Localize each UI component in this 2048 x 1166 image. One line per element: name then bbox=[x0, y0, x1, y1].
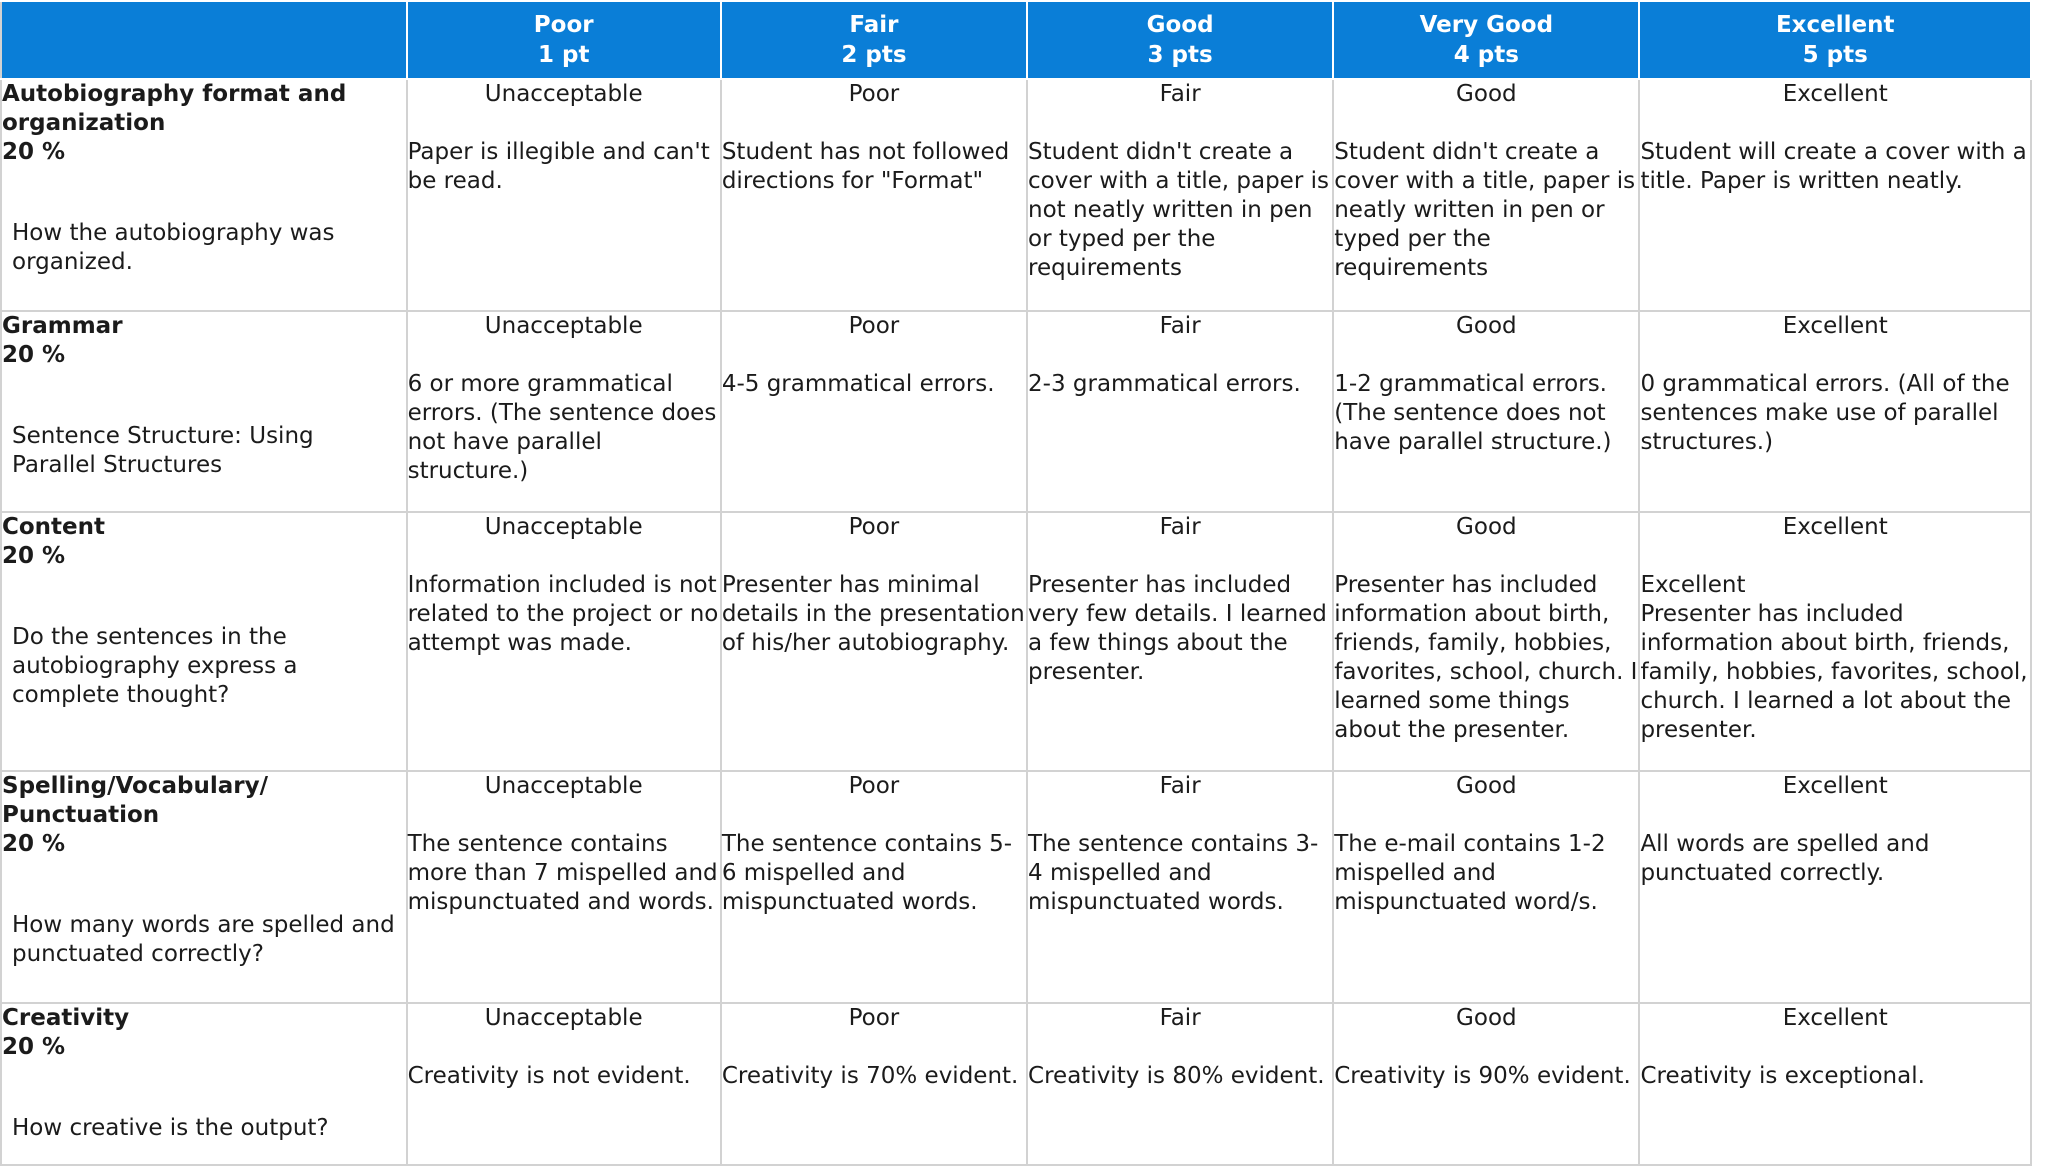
criterion-weight: 20 % bbox=[2, 1034, 66, 1060]
rating-label: Excellent bbox=[1782, 313, 1888, 339]
criterion-cell bbox=[1, 79, 407, 311]
rating-description: The e-mail contains 1-2 mispelled and mispunctuated word/s. bbox=[1334, 831, 1606, 915]
header-col-good bbox=[1027, 1, 1333, 79]
rating-label: Poor bbox=[848, 1005, 900, 1031]
rating-description: The sentence contains 5-6 mispelled and mispunctuated words. bbox=[721, 831, 1013, 915]
rating-label: Poor bbox=[848, 313, 900, 339]
rating-description: Presenter has included very few details. I learned a few things about the presenter. bbox=[1028, 572, 1327, 685]
score-cell bbox=[407, 771, 721, 1003]
rating-description: Creativity is 70% evident. bbox=[721, 1063, 1019, 1089]
rating-description: Paper is illegible and can't be read. bbox=[407, 139, 710, 194]
score-cell bbox=[1639, 771, 2031, 1003]
rating-label: Good bbox=[1456, 773, 1517, 799]
score-cell bbox=[1639, 79, 2031, 311]
criterion-name: Creativity bbox=[2, 1005, 130, 1031]
score-cell bbox=[407, 512, 721, 771]
rating-description: 0 grammatical errors. (All of the sentences make use of parallel structures.) bbox=[1640, 371, 2010, 455]
rating-label: Good bbox=[1456, 514, 1517, 540]
criterion-weight: 20 % bbox=[2, 342, 66, 368]
rating-description: Creativity is 80% evident. bbox=[1028, 1063, 1325, 1089]
score-cell bbox=[407, 1003, 721, 1165]
rating-label: Fair bbox=[1159, 514, 1201, 540]
criterion-weight: 20 % bbox=[2, 831, 66, 857]
rating-label: Excellent bbox=[1782, 81, 1888, 107]
rating-label: Excellent bbox=[1782, 773, 1888, 799]
rating-label: Poor bbox=[848, 773, 900, 799]
rating-label: Poor bbox=[848, 81, 900, 107]
header-points: 2 pts bbox=[841, 42, 907, 68]
rating-description: Excellent Presenter has included information about birth, friends, family, hobbies, favorites, school, church. I learned a lot about the presenter. bbox=[1640, 572, 2028, 743]
score-cell bbox=[1639, 1003, 2031, 1165]
criterion-cell bbox=[1, 771, 407, 1003]
score-cell bbox=[1027, 512, 1333, 771]
rating-description: The sentence contains 3-4 mispelled and mispunctuated words. bbox=[1028, 831, 1319, 915]
score-cell bbox=[1027, 771, 1333, 1003]
score-cell bbox=[1333, 79, 1639, 311]
rating-description: Student will create a cover with a title. Paper is written neatly. bbox=[1640, 139, 2027, 194]
criterion-cell bbox=[1, 512, 407, 771]
rating-label: Unacceptable bbox=[484, 514, 643, 540]
rating-description: The sentence contains more than 7 mispelled and mispunctuated and words. bbox=[407, 831, 718, 915]
score-cell bbox=[407, 311, 721, 512]
score-cell bbox=[721, 79, 1027, 311]
header-level: Good bbox=[1146, 12, 1214, 38]
score-cell bbox=[1639, 311, 2031, 512]
criterion-name: Spelling/Vocabulary/ Punctuation bbox=[2, 773, 268, 828]
header-col-poor bbox=[407, 1, 721, 79]
header-col-excellent bbox=[1639, 1, 2031, 79]
rating-description: Presenter has included information about birth, friends, family, hobbies, favorites, school, church. I learned some things about the presenter. bbox=[1334, 572, 1638, 743]
rating-label: Fair bbox=[1159, 81, 1201, 107]
header-points: 1 pt bbox=[537, 42, 590, 68]
rating-description: Creativity is not evident. bbox=[407, 1063, 691, 1089]
criterion-description: How the autobiography was organized. bbox=[12, 220, 335, 275]
header-points: 3 pts bbox=[1147, 42, 1213, 68]
criterion-description: Sentence Structure: Using Parallel Structures bbox=[12, 423, 314, 478]
header-corner bbox=[1, 1, 407, 79]
criterion-name: Autobiography format and organization bbox=[2, 81, 347, 136]
criterion-cell bbox=[1, 311, 407, 512]
score-cell bbox=[721, 771, 1027, 1003]
rating-description: Student has not followed directions for "Format" bbox=[721, 139, 1010, 194]
header-level: Poor bbox=[533, 12, 594, 38]
criterion-name: Content bbox=[2, 514, 106, 540]
criterion-description: Do the sentences in the autobiography express a complete thought? bbox=[12, 624, 298, 708]
criterion-weight: 20 % bbox=[2, 543, 66, 569]
score-cell bbox=[1639, 512, 2031, 771]
score-cell bbox=[1027, 311, 1333, 512]
rating-label: Good bbox=[1456, 1005, 1517, 1031]
rating-label: Excellent bbox=[1782, 514, 1888, 540]
criterion-description: How creative is the output? bbox=[12, 1115, 329, 1141]
rating-description: 2-3 grammatical errors. bbox=[1028, 371, 1301, 397]
rating-label: Poor bbox=[848, 514, 900, 540]
rating-description: Student didn't create a cover with a title, paper is neatly written in pen or typed per the requirements bbox=[1334, 139, 1636, 281]
header-col-very-good bbox=[1333, 1, 1639, 79]
rating-label: Good bbox=[1456, 81, 1517, 107]
rubric-row-grammar bbox=[1, 311, 2031, 512]
rubric-row-creativity bbox=[1, 1003, 2031, 1165]
rating-label: Unacceptable bbox=[484, 313, 643, 339]
score-cell bbox=[1027, 1003, 1333, 1165]
rating-description: 4-5 grammatical errors. bbox=[721, 371, 995, 397]
header-points: 5 pts bbox=[1802, 42, 1868, 68]
rating-label: Fair bbox=[1159, 773, 1201, 799]
score-cell bbox=[407, 79, 721, 311]
header-level: Fair bbox=[849, 12, 899, 38]
header-col-fair bbox=[721, 1, 1027, 79]
rating-label: Unacceptable bbox=[484, 773, 643, 799]
header-points: 4 pts bbox=[1453, 42, 1519, 68]
rating-description: 6 or more grammatical errors. (The sentence does not have parallel structure.) bbox=[407, 371, 717, 484]
rating-label: Fair bbox=[1159, 313, 1201, 339]
rating-label: Excellent bbox=[1782, 1005, 1888, 1031]
criterion-cell bbox=[1, 1003, 407, 1165]
rubric-row-spelling bbox=[1, 771, 2031, 1003]
rating-description: Information included is not related to the project or no attempt was made. bbox=[407, 572, 719, 656]
rating-label: Unacceptable bbox=[484, 81, 643, 107]
rating-label: Fair bbox=[1159, 1005, 1201, 1031]
rubric-row-format bbox=[1, 79, 2031, 311]
header-row bbox=[1, 1, 2031, 79]
score-cell bbox=[1333, 1003, 1639, 1165]
score-cell bbox=[1333, 771, 1639, 1003]
score-cell bbox=[721, 311, 1027, 512]
rating-label: Good bbox=[1456, 313, 1517, 339]
header-level: Very Good bbox=[1419, 12, 1554, 38]
rating-description: Student didn't create a cover with a title, paper is not neatly written in pen or typed per the requirements bbox=[1028, 139, 1329, 281]
score-cell bbox=[721, 1003, 1027, 1165]
criterion-description: How many words are spelled and punctuated correctly? bbox=[12, 912, 395, 967]
rating-label: Unacceptable bbox=[484, 1005, 643, 1031]
score-cell bbox=[1333, 512, 1639, 771]
criterion-weight: 20 % bbox=[2, 139, 66, 165]
rating-description: 1-2 grammatical errors. (The sentence does not have parallel structure.) bbox=[1334, 371, 1612, 455]
criterion-name: Grammar bbox=[2, 313, 123, 339]
score-cell bbox=[1027, 79, 1333, 311]
score-cell bbox=[1333, 311, 1639, 512]
rating-description: Creativity is 90% evident. bbox=[1334, 1063, 1631, 1089]
rating-description: Creativity is exceptional. bbox=[1640, 1063, 1925, 1089]
rating-description: Presenter has minimal details in the presentation of his/her autobiography. bbox=[721, 572, 1025, 656]
rating-description: All words are spelled and punctuated correctly. bbox=[1640, 831, 1930, 886]
header-level: Excellent bbox=[1775, 12, 1895, 38]
rubric-row-content bbox=[1, 512, 2031, 771]
score-cell bbox=[721, 512, 1027, 771]
